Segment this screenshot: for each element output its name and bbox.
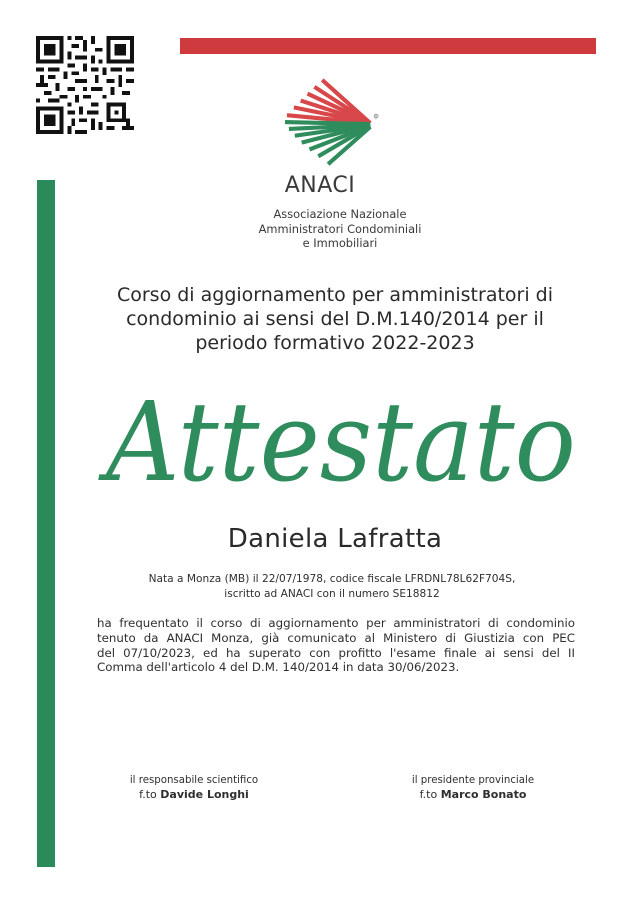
- body-line: ha frequentato il corso di aggiornamento per amministratori di condominio: [97, 616, 575, 630]
- signature-prefix: f.to: [419, 788, 438, 801]
- details-line: iscritto ad ANACI con il numero SE18812: [224, 587, 440, 600]
- brand-name: ANACI: [284, 173, 356, 198]
- side-accent-bar: [37, 180, 55, 867]
- certificate-title-text: Attestato: [97, 378, 577, 506]
- body-line: tenuto da ANACI Monza, già comunicato al Ministero di Giustizia con PEC: [97, 630, 575, 645]
- recipient-details: [112, 572, 552, 601]
- qr-code: [36, 36, 134, 134]
- association-line: Associazione Nazionale: [273, 207, 407, 221]
- course-title-line: periodo formativo 2022-2023: [195, 332, 475, 354]
- signature-scientific-lead: [94, 774, 294, 802]
- association-line: e Immobiliari: [302, 236, 378, 250]
- signature-role: il responsabile scientifico: [129, 775, 259, 786]
- signature-name: Davide Longhi: [160, 788, 249, 801]
- course-title-line: condominio ai sensi del D.M.140/2014 per il: [126, 308, 544, 330]
- signature-president: [373, 774, 573, 802]
- recipient-name: Daniela Lafratta: [227, 524, 443, 554]
- details-line: Nata a Monza (MB) il 22/07/1978, codice fiscale LFRDNL78L62F704S,: [148, 573, 516, 585]
- body-line: Comma dell'articolo 4 del D.M. 140/2014 in data 30/06/2023.: [97, 660, 460, 675]
- signature-role: il presidente provinciale: [411, 775, 535, 786]
- anaci-fan-logo-icon: [283, 78, 381, 172]
- signature-prefix: f.to: [139, 788, 157, 801]
- association-name: [230, 207, 450, 251]
- course-title-line: Corso di aggiornamento per amministratori di: [116, 284, 554, 306]
- signature-name: Marco Bonato: [440, 788, 527, 801]
- certificate-body: [97, 616, 575, 675]
- top-accent-bar: [180, 38, 596, 54]
- course-title: [90, 283, 580, 355]
- body-line: del 07/10/2023, ed ha superato con profitto l'esame finale ai sensi del II: [97, 645, 575, 660]
- certificate-title: [96, 368, 586, 508]
- svg-text:R: R: [375, 114, 378, 119]
- association-line: Amministratori Condominiali: [258, 221, 422, 236]
